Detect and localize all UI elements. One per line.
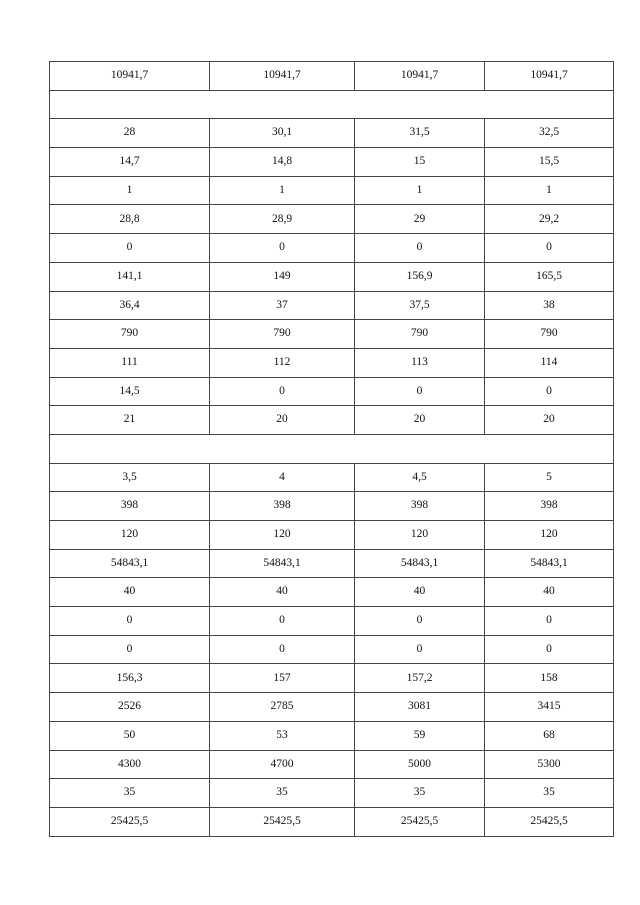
table-cell: 14,8 [210, 148, 355, 177]
table-cell: 5000 [355, 750, 485, 779]
table-row [50, 607, 614, 636]
table-cell: 25425,5 [210, 807, 355, 836]
table-cell: 50 [50, 721, 210, 750]
table-cell: 35 [210, 779, 355, 808]
table-row [50, 406, 614, 435]
table-cell: 398 [485, 492, 614, 521]
table-cell: 2526 [50, 693, 210, 722]
table-cell: 0 [355, 234, 485, 263]
table-cell: 790 [50, 320, 210, 349]
table-cell: 20 [355, 406, 485, 435]
table-cell: 20 [210, 406, 355, 435]
table-cell: 53 [210, 721, 355, 750]
table-cell: 3415 [485, 693, 614, 722]
table-row [50, 320, 614, 349]
table-cell: 30,1 [210, 119, 355, 148]
table-cell: 0 [50, 234, 210, 263]
section-divider-row [50, 90, 614, 119]
table-cell: 35 [485, 779, 614, 808]
table-cell: 5300 [485, 750, 614, 779]
table-row [50, 234, 614, 263]
table-row [50, 119, 614, 148]
table-cell: 0 [355, 635, 485, 664]
table-row [50, 176, 614, 205]
table-cell: 15 [355, 148, 485, 177]
table-cell: 0 [485, 635, 614, 664]
table-cell: 5 [485, 463, 614, 492]
table-cell: 113 [355, 348, 485, 377]
table-cell: 68 [485, 721, 614, 750]
table-cell: 0 [355, 607, 485, 636]
table-row [50, 693, 614, 722]
table-cell: 120 [50, 521, 210, 550]
table-cell: 120 [485, 521, 614, 550]
table-row [50, 205, 614, 234]
table-cell: 120 [355, 521, 485, 550]
table-cell: 28,9 [210, 205, 355, 234]
table-cell: 398 [355, 492, 485, 521]
table-cell: 25425,5 [355, 807, 485, 836]
table-cell: 54843,1 [50, 549, 210, 578]
table-cell: 54843,1 [355, 549, 485, 578]
table-cell: 29,2 [485, 205, 614, 234]
table-cell: 1 [50, 176, 210, 205]
table-cell: 32,5 [485, 119, 614, 148]
table-cell: 1 [485, 176, 614, 205]
table-row [50, 750, 614, 779]
table-cell: 0 [485, 377, 614, 406]
table-cell: 2785 [210, 693, 355, 722]
table-cell: 112 [210, 348, 355, 377]
table-cell: 4700 [210, 750, 355, 779]
table-cell: 15,5 [485, 148, 614, 177]
table-cell: 3081 [355, 693, 485, 722]
table-cell: 114 [485, 348, 614, 377]
table-row [50, 807, 614, 836]
table-cell: 0 [485, 607, 614, 636]
table-row [50, 262, 614, 291]
section-divider-row [50, 434, 614, 463]
table-cell: 165,5 [485, 262, 614, 291]
table-row [50, 62, 614, 91]
table-cell: 3,5 [50, 463, 210, 492]
table-cell: 35 [50, 779, 210, 808]
table-cell: 14,5 [50, 377, 210, 406]
table-cell: 4300 [50, 750, 210, 779]
table-row [50, 721, 614, 750]
table-cell: 25425,5 [485, 807, 614, 836]
table-cell: 156,3 [50, 664, 210, 693]
table-cell: 54843,1 [210, 549, 355, 578]
table-cell: 10941,7 [50, 62, 210, 91]
table-cell: 157 [210, 664, 355, 693]
table-cell: 4 [210, 463, 355, 492]
table-cell: 29 [355, 205, 485, 234]
table-cell: 28 [50, 119, 210, 148]
table-row [50, 492, 614, 521]
table-cell: 156,9 [355, 262, 485, 291]
table-cell: 38 [485, 291, 614, 320]
table-row [50, 664, 614, 693]
table-cell: 4,5 [355, 463, 485, 492]
table-cell: 10941,7 [210, 62, 355, 91]
table-row [50, 779, 614, 808]
table-row [50, 148, 614, 177]
table-cell: 0 [355, 377, 485, 406]
table-row [50, 549, 614, 578]
table-cell: 54843,1 [485, 549, 614, 578]
section-divider-cell [50, 434, 614, 463]
table-cell: 141,1 [50, 262, 210, 291]
table-row [50, 377, 614, 406]
table-cell: 1 [210, 176, 355, 205]
table-cell: 0 [210, 607, 355, 636]
table-cell: 157,2 [355, 664, 485, 693]
table-cell: 40 [50, 578, 210, 607]
table-cell: 790 [355, 320, 485, 349]
table-cell: 36,4 [50, 291, 210, 320]
table-cell: 10941,7 [485, 62, 614, 91]
table-cell: 40 [355, 578, 485, 607]
table-cell: 0 [485, 234, 614, 263]
table-cell: 20 [485, 406, 614, 435]
table-cell: 28,8 [50, 205, 210, 234]
table-cell: 398 [210, 492, 355, 521]
table-cell: 0 [50, 635, 210, 664]
section-divider-cell [50, 90, 614, 119]
table-cell: 790 [485, 320, 614, 349]
table-row [50, 348, 614, 377]
table-row [50, 291, 614, 320]
table-cell: 10941,7 [355, 62, 485, 91]
table-cell: 21 [50, 406, 210, 435]
table-cell: 59 [355, 721, 485, 750]
table-cell: 149 [210, 262, 355, 291]
table-cell: 0 [210, 377, 355, 406]
table-cell: 40 [210, 578, 355, 607]
table-cell: 37,5 [355, 291, 485, 320]
table-row [50, 578, 614, 607]
table-cell: 0 [50, 607, 210, 636]
table-cell: 25425,5 [50, 807, 210, 836]
table-cell: 1 [355, 176, 485, 205]
table-row [50, 635, 614, 664]
table-cell: 31,5 [355, 119, 485, 148]
table-cell: 35 [355, 779, 485, 808]
table-cell: 158 [485, 664, 614, 693]
table-cell: 14,7 [50, 148, 210, 177]
table-cell: 37 [210, 291, 355, 320]
table-row [50, 521, 614, 550]
table-cell: 398 [50, 492, 210, 521]
table-body [50, 62, 614, 837]
table-cell: 40 [485, 578, 614, 607]
table-row [50, 463, 614, 492]
table-cell: 0 [210, 635, 355, 664]
data-table [49, 61, 614, 837]
table-cell: 790 [210, 320, 355, 349]
table-cell: 120 [210, 521, 355, 550]
table-cell: 0 [210, 234, 355, 263]
table-cell: 111 [50, 348, 210, 377]
